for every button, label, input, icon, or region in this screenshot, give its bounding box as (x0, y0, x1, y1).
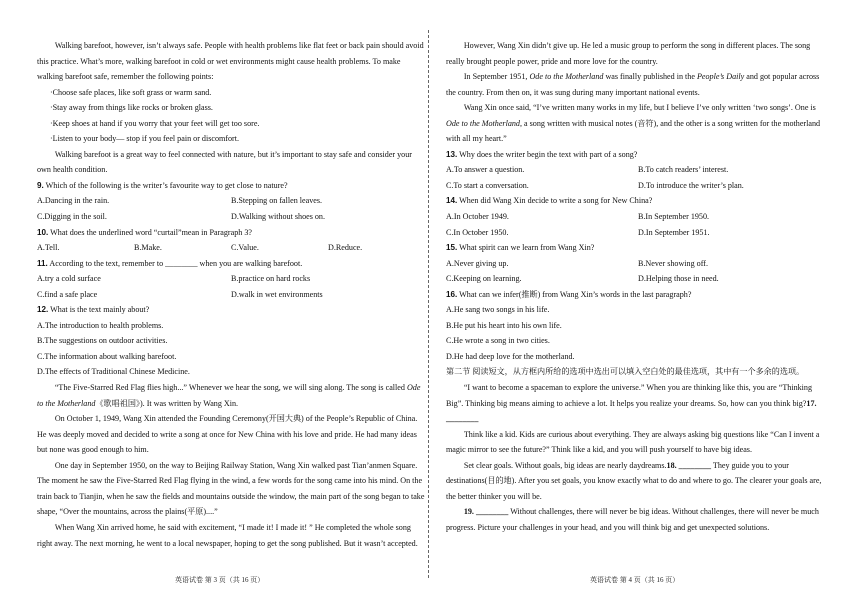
paragraph: Wang Xin once said, “I’ve written many works in my life, but I believe I’ve only written ‘two songs’. One is Ode to the Motherland, a song written with musical notes (音符), and the other is a song written for the motherland with all my heart.” (446, 103, 821, 144)
column-divider (428, 30, 429, 578)
options: A.Tell. B.Make. C.Value. D.Reduce. (37, 243, 363, 253)
option: D.He had deep love for the motherland. (446, 351, 575, 361)
tip-item: ·Choose safe places, like soft grass or warm sand. (49, 87, 212, 97)
options: A.Never giving up. B.Never showing off. (446, 258, 708, 268)
question-15: 15. What spirit can we learn from Wang Xin? (446, 243, 595, 253)
option: A.The introduction to health problems. (37, 320, 164, 330)
question-13: 13. Why does the writer begin the text with part of a song? (446, 149, 638, 159)
option: A.He sang two songs in his life. (446, 305, 550, 315)
options: A.Dancing in the rain. B.Stepping on fallen leaves. (37, 196, 323, 206)
paragraph: “The Five-Starred Red Flag flies high...” Whenever we hear the song, we will sing along. The song is called Ode to the Motherland《歌唱祖国》). It was written by Wang Xin. (37, 383, 421, 408)
paragraph: In September 1951, Ode to the Motherland was finally published in the People’s Daily and got popular across the country. From then on, it was sung during many important national events. (446, 72, 820, 97)
paragraph: However, Wang Xin didn’t give up. He led a music group to perform the song in different places. The song really brought people power, pride and more love for the country. (446, 41, 811, 66)
options: A.To answer a question. B.To catch readers’ interest. (446, 165, 729, 175)
option: B.He put his heart into his own life. (446, 320, 562, 330)
question-9: 9. Which of the following is the writer’s favourite way to get close to nature? (37, 180, 288, 190)
question-11: 11. According to the text, remember to ________ when you are walking barefoot. (37, 258, 303, 268)
paragraph: On October 1, 1949, Wang Xin attended the Founding Ceremony(开国大典) of the People’s Republic of China. He was deeply moved and decided to write a song at once for New China with his love and pride. He had many ideas but none was good enough to him. (37, 414, 418, 455)
left-column (37, 38, 425, 551)
options: A.try a cold surface B.practice on hard rocks (37, 274, 311, 284)
option: D.The effects of Traditional Chinese Medicine. (37, 367, 190, 377)
question-14: 14. When did Wang Xin decide to write a song for New China? (446, 196, 653, 206)
paragraph: One day in September 1950, on the way to Beijing Railway Station, Wang Xin walked past Tian’anmen Square. The moment he saw the Five-Starred Red Flag flying in the wind, a few words for the song came into his mind. On the train back to Tianjin, when he saw the fields and mountains outside the window, the main part of the song began to take shape, “Over the mountains, across the plains(平原)....” (37, 460, 425, 517)
paragraph: Walking barefoot, however, isn’t always safe. People with health problems like flat feet or back pain should avoid this practice. What’s more, walking barefoot in cold or wet environments might cause health problems. To make walking barefoot safe, remember the following points: (37, 41, 424, 82)
question-10: 10. What does the underlined word “curtail”mean in Paragraph 3? (37, 227, 252, 237)
section-heading: 第二节 阅读短文，从方框内所给的选项中选出可以填入空白处的最佳选项，其中有一个多余的选项。 (446, 367, 805, 377)
question-16: 16. What can we infer(推断) from Wang Xin’s words in the last paragraph? (446, 289, 692, 299)
tip-item: ·Keep shoes at hand if you worry that your feet will get too sore. (49, 118, 260, 128)
option: C.He wrote a song in two cities. (446, 336, 550, 346)
options: C.find a safe place D.walk in wet environments (37, 289, 323, 299)
tip-item: ·Stay away from things like rocks or broken glass. (49, 103, 213, 113)
page-footer-left: 英语试卷 第 3 页（共 16 页） (175, 576, 265, 584)
options: A.In October 1949. B.In September 1950. (446, 212, 710, 222)
right-column (446, 38, 830, 536)
page-footer-right: 英语试卷 第 4 页（共 16 页） (590, 576, 680, 584)
tip-item: ·Listen to your body— stop if you feel pain or discomfort. (49, 134, 239, 144)
option: C.The information about walking barefoot. (37, 351, 177, 361)
paragraph: Walking barefoot is a great way to feel connected with nature, but it’s important to stay safe and consider your own health condition. (37, 149, 412, 175)
question-12: 12. What is the text mainly about? (37, 305, 150, 315)
options: C.Digging in the soil. D.Walking without shoes on. (37, 212, 325, 222)
paragraph: 19. ________ Without challenges, there will never be big ideas. Without challenges, there will never be much progress. Picture your challenges in your head, and you will think big and get unexpected solutions. (446, 507, 819, 532)
options: C.In October 1950. D.In September 1951. (446, 227, 710, 237)
options: C.To start a conversation. D.To introduce the writer’s plan. (446, 180, 744, 190)
paragraph: “I want to become a spaceman to explore the universe.” When you are thinking like this, you are “Thinking Big”. Thinking big means aiming to achieve a lot. It helps you realize your dreams. So, how can you think big?17. ________ (446, 383, 817, 424)
paragraph: Think like a kid. Kids are curious about everything. They are always asking big questions like “Can I invent a magic mirror to see the future?” Think like a kid, and you will push yourself to have big ideas. (446, 429, 820, 455)
option: B.The suggestions on outdoor activities. (37, 336, 168, 346)
paragraph: Set clear goals. Without goals, big ideas are nearly daydreams.18. ________ They guide you to your destinations(目的地). After you set goals, you know exactly what to do and where to go. The clearer your goals are, the better thinker you will be. (446, 460, 822, 501)
options: C.Keeping on learning. D.Helping those in need. (446, 274, 719, 284)
paragraph: When Wang Xin arrived home, he said with excitement, “I made it! I made it! ” He completed the whole song right away. The next morning, he went to a local newspaper, hoping to get the song published. But it wasn’t accepted. (37, 522, 418, 548)
